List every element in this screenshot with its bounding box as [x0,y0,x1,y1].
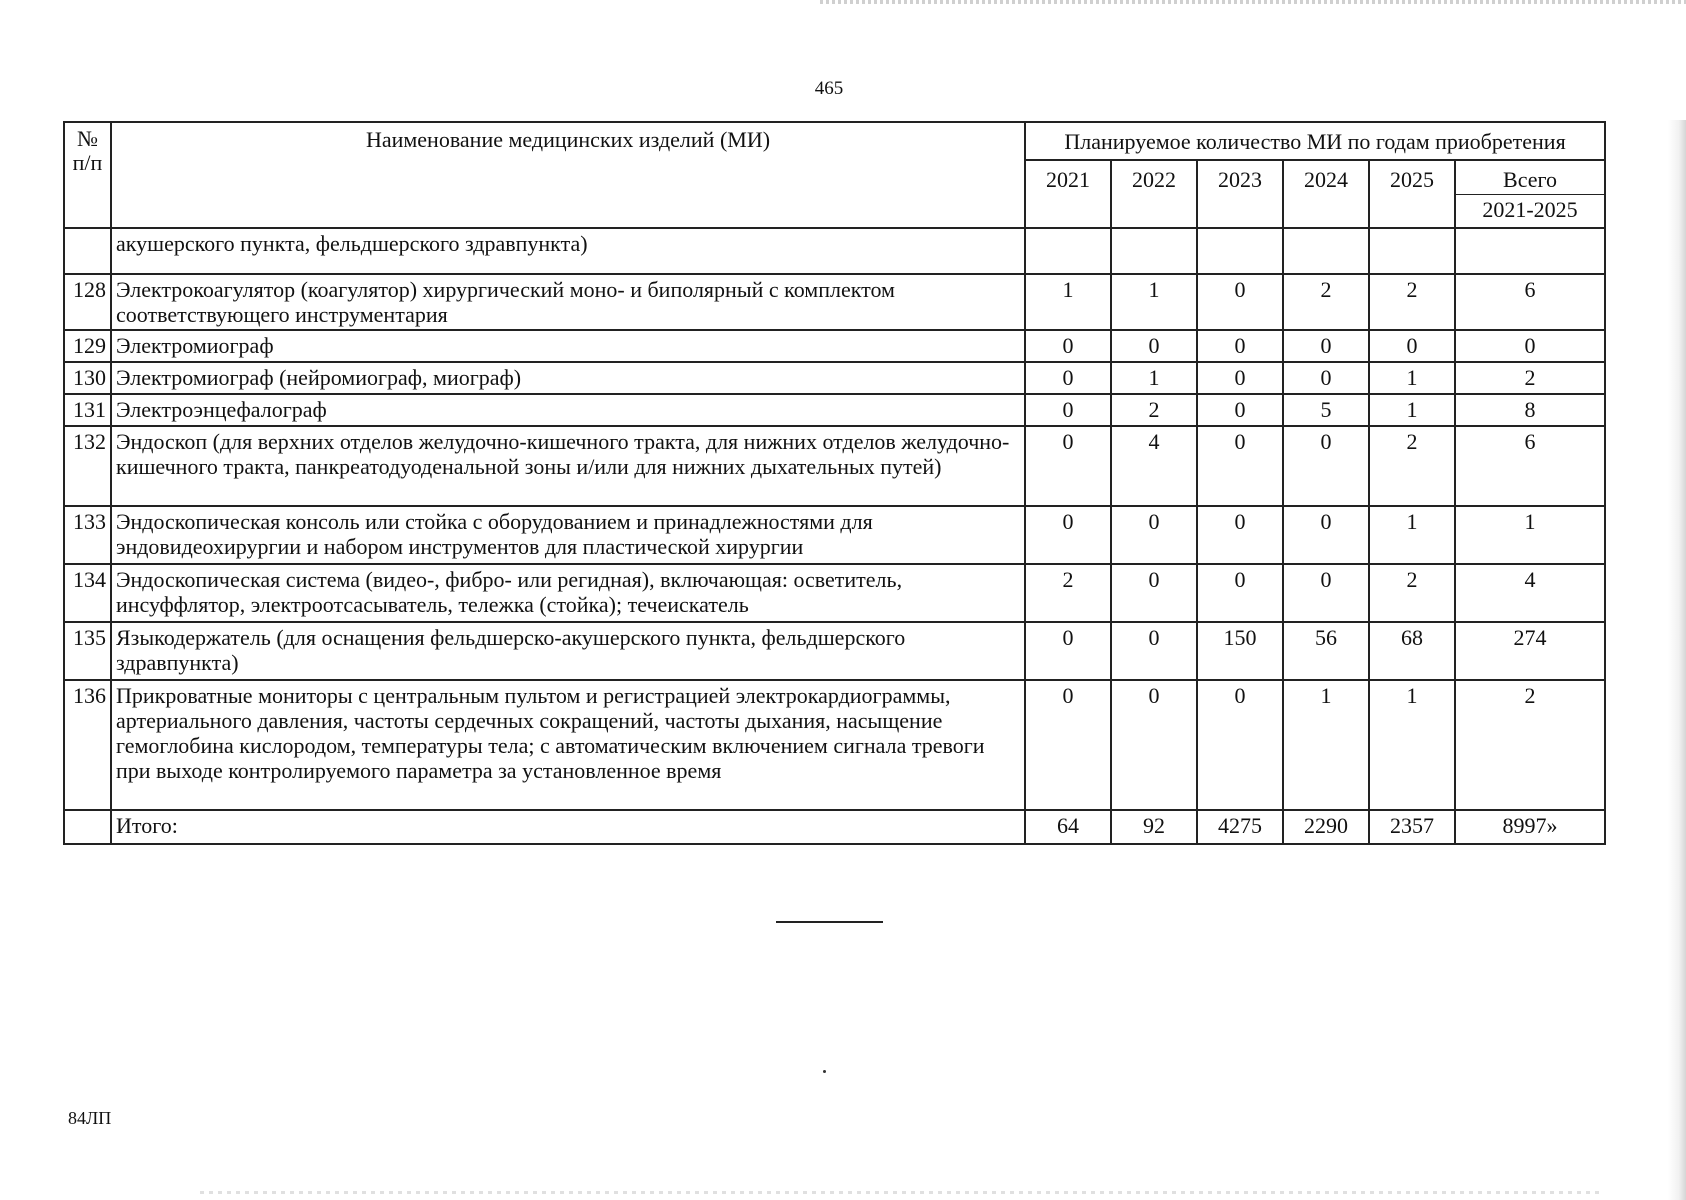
cell-2024: 2 [1283,274,1369,330]
cell-2023: 0 [1197,274,1283,330]
table-row [64,330,1605,362]
cell-total: 1 [1455,506,1605,564]
cell-2022: 0 [1111,506,1197,564]
cell-2021: 0 [1025,506,1111,564]
total-row [64,810,1605,844]
cell-total: 6 [1455,426,1605,506]
header-number: № п/п [64,122,111,228]
cell-2021: 2 [1025,564,1111,622]
cell-2025: 2 [1369,564,1455,622]
cell-total: 4 [1455,564,1605,622]
header-year-2022: 2022 [1111,160,1197,228]
row-number: 130 [64,362,111,394]
row-number: 132 [64,426,111,506]
row-number: 136 [64,680,111,810]
cell-2023: 0 [1197,426,1283,506]
row-number [64,228,111,274]
table-row [64,506,1605,564]
cell-2021 [1025,228,1111,274]
cell-2022: 1 [1111,274,1197,330]
cell-2022: 0 [1111,564,1197,622]
row-number: 128 [64,274,111,330]
cell-2021: 0 [1025,394,1111,426]
cell-2024: 0 [1283,564,1369,622]
header-name: Наименование медицинских изделий (МИ) [111,122,1025,228]
cell-2022: 0 [1111,680,1197,810]
cell-total: 6 [1455,274,1605,330]
scan-artifact-right [1668,120,1686,1200]
table-row [64,426,1605,506]
row-name: Эндоскопическая система (видео-, фибро- или регидная), включающая: осветитель, инсуффлятор, электроотсасыватель, тележка (стойка); течеискатель [111,564,1025,622]
cell-2024 [1283,228,1369,274]
table-row [64,680,1605,810]
header-year-2025: 2025 [1369,160,1455,228]
cell-2022: 4 [1111,426,1197,506]
cell-2021: 1 [1025,274,1111,330]
header-plan: Планируемое количество МИ по годам приобретения [1025,122,1605,160]
header-year-2021: 2021 [1025,160,1111,228]
cell-2023: 0 [1197,506,1283,564]
cell-2025: 0 [1369,330,1455,362]
cell-2025: 68 [1369,622,1455,680]
scan-artifact-top [820,0,1686,4]
total-2021: 64 [1025,810,1111,844]
cell-total [1455,228,1605,274]
row-name: Электрокоагулятор (коагулятор) хирургический моно- и биполярный с комплектом соответствующего инструментария [111,274,1025,330]
total-row-label: Итого: [111,810,1025,844]
cell-2022 [1111,228,1197,274]
header-year-2024: 2024 [1283,160,1369,228]
cell-2023 [1197,228,1283,274]
cell-2024: 0 [1283,330,1369,362]
cell-total: 2 [1455,362,1605,394]
cell-2021: 0 [1025,362,1111,394]
medical-devices-table [63,121,1606,845]
row-name: Прикроватные мониторы с центральным пультом и регистрацией электрокардиограммы, артериального давления, частоты сердечных сокращений, частоты дыхания, насыщение гемоглобина кислородом, температуры тела; с автоматическим включением сигнала тревоги при выходе контролируемого параметра за установленное время [111,680,1025,810]
row-name: Эндоскоп (для верхних отделов желудочно-кишечного тракта, для нижних отделов желудочно-кишечного тракта, панкреатодуоденальной зоны и/или для нижних дыхательных путей) [111,426,1025,506]
cell-2025 [1369,228,1455,274]
cell-2025: 1 [1369,680,1455,810]
cell-2025: 2 [1369,274,1455,330]
cell-2024: 56 [1283,622,1369,680]
page-number: 465 [814,78,844,99]
cell-2023: 150 [1197,622,1283,680]
end-divider [776,921,883,923]
cell-2024: 1 [1283,680,1369,810]
row-name: Электромиограф [111,330,1025,362]
cell-2023: 0 [1197,680,1283,810]
total-2024: 2290 [1283,810,1369,844]
cell-2025: 2 [1369,426,1455,506]
cell-2023: 0 [1197,330,1283,362]
cell-2022: 0 [1111,622,1197,680]
table-row [64,564,1605,622]
row-number: 129 [64,330,111,362]
cell-2025: 1 [1369,362,1455,394]
header-total: Всего [1455,160,1605,195]
table-row [64,362,1605,394]
cell-2024: 0 [1283,506,1369,564]
row-number: 134 [64,564,111,622]
cell-2022: 2 [1111,394,1197,426]
total-2025: 2357 [1369,810,1455,844]
total-row-number [64,810,111,844]
cell-total: 8 [1455,394,1605,426]
table-row [64,622,1605,680]
cell-2023: 0 [1197,362,1283,394]
cell-2023: 0 [1197,394,1283,426]
cell-2021: 0 [1025,622,1111,680]
cell-2021: 0 [1025,330,1111,362]
row-number: 131 [64,394,111,426]
cell-2022: 1 [1111,362,1197,394]
table-row [64,228,1605,274]
table-row [64,274,1605,330]
row-name: Языкодержатель (для оснащения фельдшерско-акушерского пункта, фельдшерского здравпункта) [111,622,1025,680]
cell-2024: 0 [1283,362,1369,394]
row-number: 135 [64,622,111,680]
cell-2023: 0 [1197,564,1283,622]
row-number: 133 [64,506,111,564]
row-name: Электроэнцефалограф [111,394,1025,426]
row-name: акушерского пункта, фельдшерского здравпункта) [111,228,1025,274]
total-2023: 4275 [1197,810,1283,844]
header-total-range: 2021-2025 [1455,195,1605,229]
row-name: Электромиограф (нейромиограф, миограф) [111,362,1025,394]
cell-2022: 0 [1111,330,1197,362]
cell-2025: 1 [1369,394,1455,426]
document-code: 84ЛП [68,1108,112,1128]
scan-dot [823,1070,826,1073]
total-all: 8997» [1455,810,1605,844]
cell-total: 0 [1455,330,1605,362]
cell-2021: 0 [1025,680,1111,810]
header-year-2023: 2023 [1197,160,1283,228]
cell-total: 2 [1455,680,1605,810]
cell-2021: 0 [1025,426,1111,506]
total-2022: 92 [1111,810,1197,844]
row-name: Эндоскопическая консоль или стойка с оборудованием и принадлежностями для эндовидеохирургии и набором инструментов для пластической хирургии [111,506,1025,564]
table-row [64,394,1605,426]
cell-total: 274 [1455,622,1605,680]
cell-2024: 0 [1283,426,1369,506]
cell-2025: 1 [1369,506,1455,564]
scan-artifact-bottom [200,1191,1600,1194]
cell-2024: 5 [1283,394,1369,426]
